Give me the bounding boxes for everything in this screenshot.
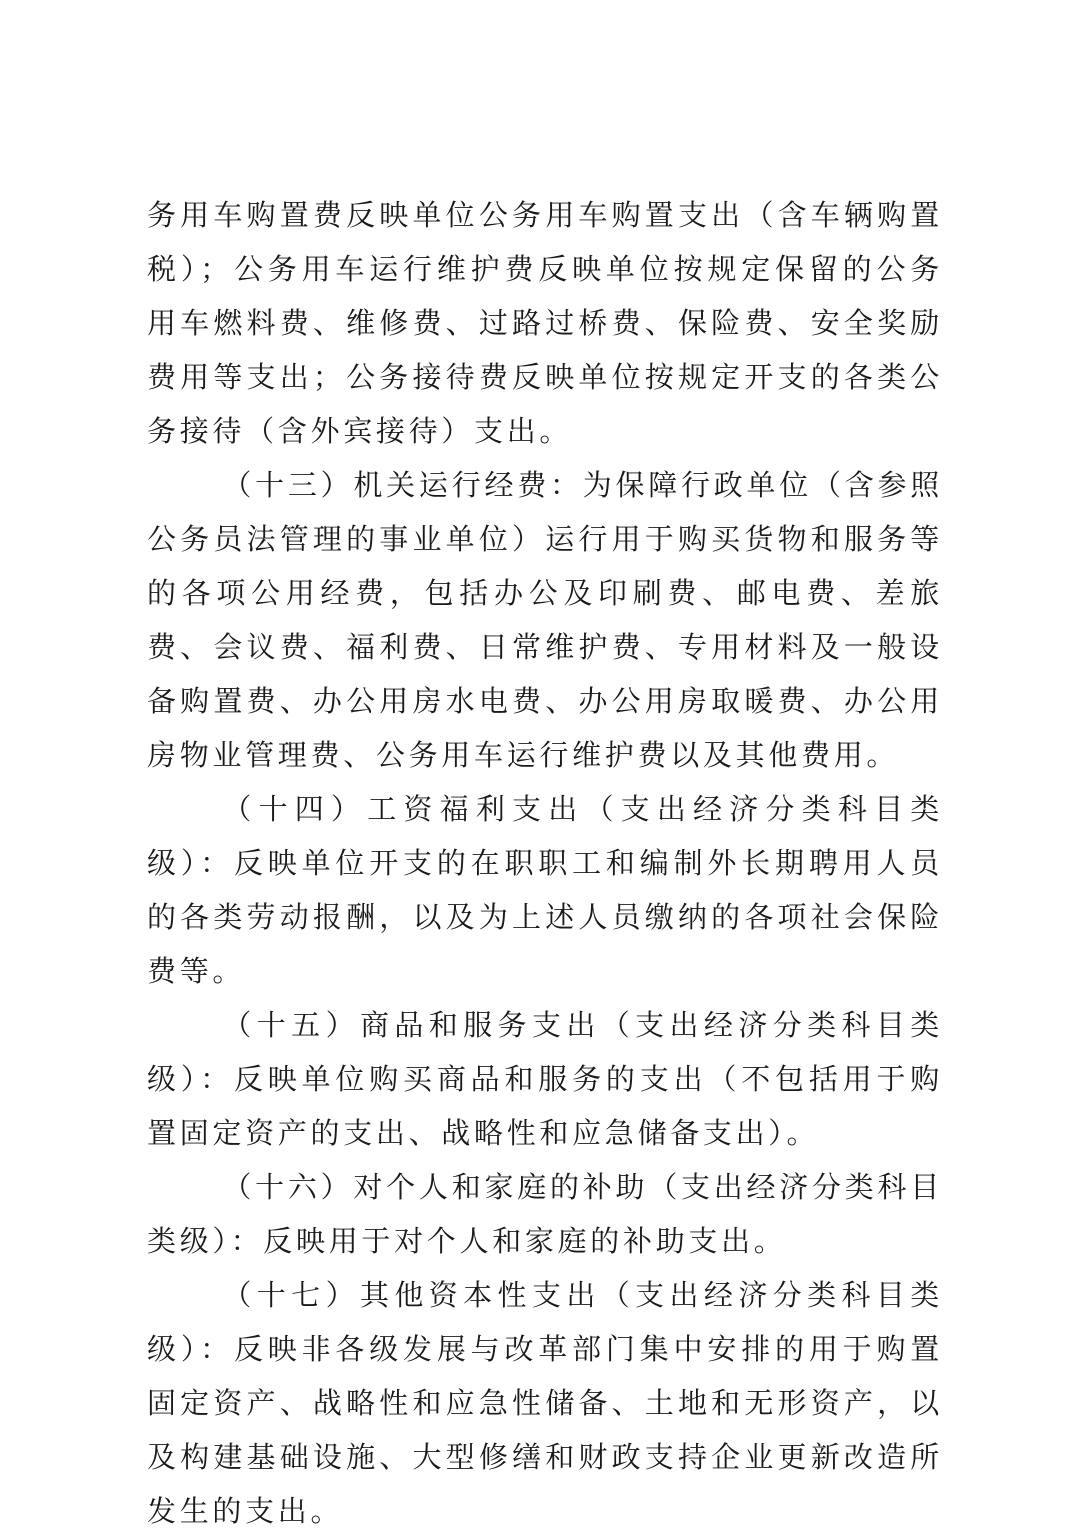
paragraph-15-goods-services: （十五）商品和服务支出（支出经济分类科目类级）：反映单位购买商品和服务的支出（不包括用于购置固定资产的支出、战略性和应急储备支出）。 — [147, 1008, 943, 1150]
paragraph-13-operating-expenses: （十三）机关运行经费：为保障行政单位（含参照公务员法管理的事业单位）运行用于购买货物和服务等的各项公用经费，包括办公及印刷费、邮电费、差旅费、会议费、福利费、日常维护费、专用材料及一般设备购置费、办公用房水电费、办公用房取暖费、办公用房物业管理费、公务用车运行维护费以及其他费用。 — [147, 468, 943, 772]
paragraph-17-capital-expenditure: （十七）其他资本性支出（支出经济分类科目类级）：反映非各级发展与改革部门集中安排的用于购置固定资产、战略性和应急性储备、土地和无形资产，以及构建基础设施、大型修缮和财政支持企业更新改造所发生的支出。 — [147, 1278, 943, 1528]
paragraph-vehicle-costs: 务用车购置费反映单位公务用车购置支出（含车辆购置税）；公务用车运行维护费反映单位按规定保留的公务用车燃料费、维修费、过路过桥费、保险费、安全奖励费用等支出；公务接待费反映单位按规定开支的各类公务接待（含外宾接待）支出。 — [147, 198, 943, 448]
paragraph-16-subsidies: （十六）对个人和家庭的补助（支出经济分类科目类级）：反映用于对个人和家庭的补助支出。 — [147, 1170, 943, 1258]
paragraph-14-wages-benefits: （十四）工资福利支出（支出经济分类科目类级）：反映单位开支的在职职工和编制外长期聘用人员的各类劳动报酬，以及为上述人员缴纳的各项社会保险费等。 — [147, 792, 943, 988]
document-body — [147, 188, 943, 1538]
